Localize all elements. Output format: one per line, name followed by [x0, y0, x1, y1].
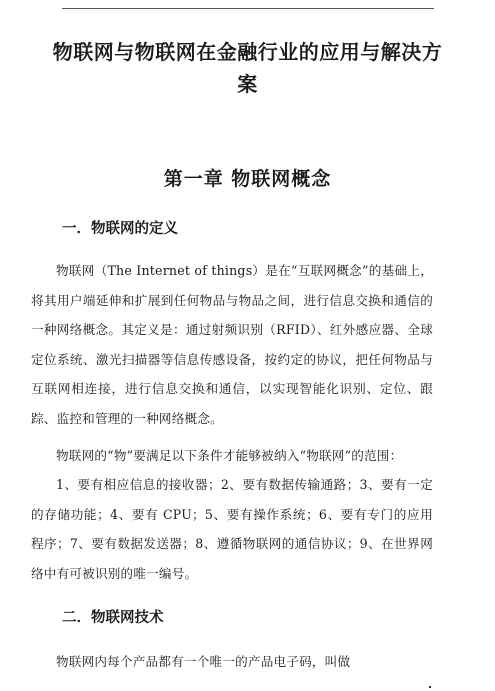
paragraph-definition: 物联网（The Internet of things）是在“互联网概念”的基础上，将其用户端延伸和扩展到任何物品与物品之间，进行信息交换和通信的一种网络概念。其定义是：通过射频识别（RFID）、红外感应器、全球定位系统、激光扫描器等信息传感设备，按约定的协议，把任何物品与互联网相连接，进行信息交换和通信，以实现智能化识别、定位、跟踪、监控和管理的一种网络概念。 — [31, 263, 433, 426]
header-rule — [62, 8, 434, 9]
page-mark — [429, 686, 431, 688]
section-heading-definition: 一．物联网的定义 — [62, 220, 178, 237]
paragraph-conditions-list: 1、要有相应信息的接收器；2、要有数据传输通路；3、要有一定的存储功能；4、要有 CPU；5、要有操作系统；6、要有专门的应用程序；7、要有数据发送器；8、遵循物联网的通信协议；9、在世界网络中有可被识别的唯一编号。 — [31, 477, 433, 581]
paragraph-technology: 物联网内每个产品都有一个唯一的产品电子码，叫做 — [56, 654, 351, 669]
section-heading-technology: 二．物联网技术 — [62, 609, 164, 626]
chapter-title: 第一章 物联网概念 — [163, 168, 332, 190]
paragraph-conditions-intro: 物联网的“物”要满足以下条件才能够被纳入“物联网”的范围： — [56, 448, 403, 463]
document-title: 物联网与物联网在金融行业的应用与解决方案 — [52, 40, 443, 96]
